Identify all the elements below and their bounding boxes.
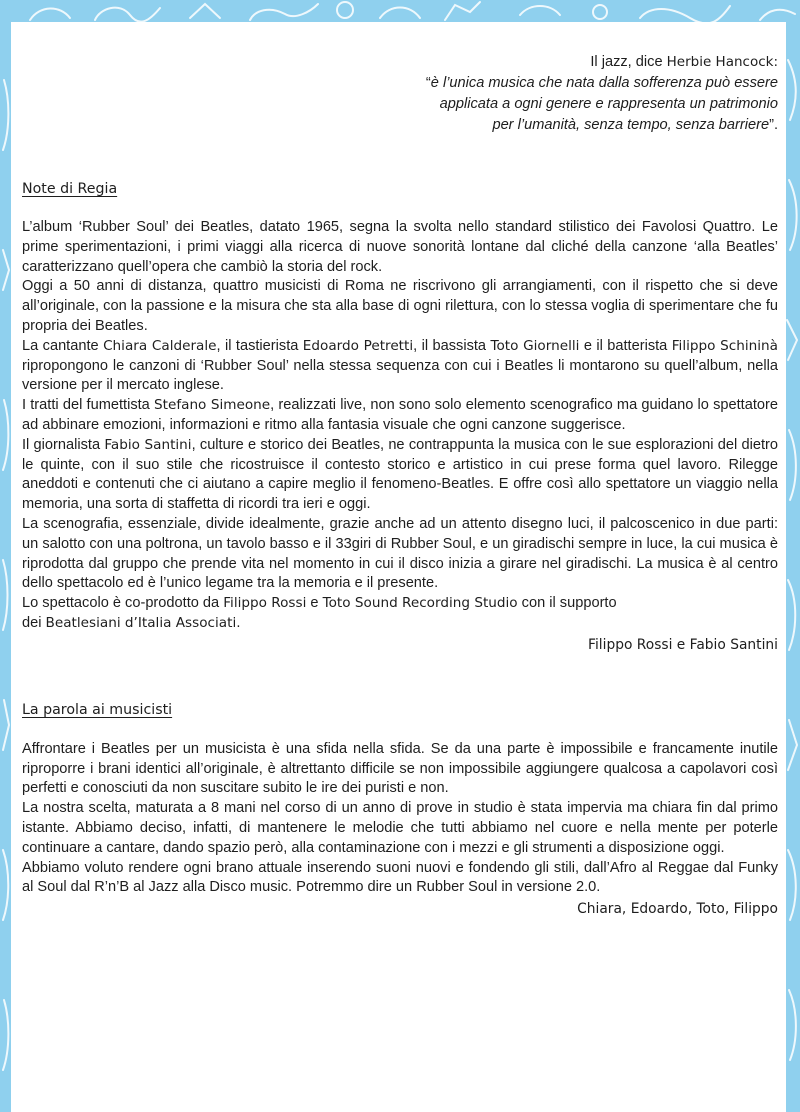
note-regia-body <box>22 218 778 656</box>
name-toto: Toto Giornelli <box>490 337 580 354</box>
name-stefano: Stefano Simeone <box>154 397 271 414</box>
note-regia-paragraph-3: La cantante Chiara Calderale, il tastierista Edoardo Petretti, il bassista Toto Giornelli e il batterista Filippo Schininà ripropongono le canzoni di ‘Rubber Soul’ nella stessa sequenza con cui i Beatles li montarono su quell’album, nella versione per il mercato inglese. <box>22 337 778 394</box>
quote-line-2 <box>22 94 778 115</box>
quote-text-2: applicata a ogni genere e rappresenta un patrimonio <box>439 96 778 112</box>
name-filippo-rossi: Filippo Rossi <box>223 595 307 612</box>
name-filippo: Filippo Schininà <box>671 337 778 354</box>
note-regia-paragraph-2: Oggi a 50 anni di distanza, quattro musicisti di Roma ne riscrivono gli arrangiamenti, con il rispetto che si deve all’originale, con la passione e la misura che sta alla base di ogni rilettura, con lo stessa voglia di sperimentare che fu propria dei Beatles. <box>22 278 778 334</box>
note-regia-paragraph-7: Lo spettacolo è co-prodotto da Filippo Rossi e Toto Sound Recording Studio con il supporto dei Beatlesiani d’Italia Associati. <box>22 595 617 631</box>
note-regia-paragraph-1: L’album ‘Rubber Soul’ dei Beatles, datato 1965, segna la svolta nello standard stilistico dei Favolosi Quattro. Le prime sperimentazioni, i primi viaggi alla ricerca di nuove sonorità lontane dal cliché della canzone ‘alla Beatles’ caratterizzano quell’opera che cambiò la storia del rock. <box>22 219 778 275</box>
quote-prefix: Il jazz, dice <box>590 54 667 70</box>
musicisti-paragraph-3: Abbiamo voluto rendere ogni brano attuale inserendo suoni nuovi e fondendo gli stili, dall’Afro al Reggae dal Funky al Soul dal R’n’B al Jazz alla Disco music. Potremmo dire un Rubber Soul in versione 2.0. <box>22 859 778 896</box>
name-toto-sound: Toto Sound Recording Studio <box>322 595 518 612</box>
document-content <box>22 52 778 920</box>
musicisti-paragraph-1: Affrontare i Beatles per un musicista è una sfida nella sfida. Se da una parte è impossibile e francamente inutile riproporre i brani identici all’originale, è altrettanto difficile se non impossibile aggiungere qualcosa a capolavori così perfetti e conosciuti da non suscitare subito le ire dei puristi e non. <box>22 740 778 797</box>
name-chiara: Chiara Calderale <box>103 337 217 354</box>
quote-text-1: è l’unica musica che nata dalla sofferenza può essere <box>430 75 778 91</box>
note-regia-heading: Note di Regia <box>22 181 118 197</box>
name-beatlesiani: Beatlesiani d’Italia Associati. <box>45 614 241 631</box>
musicisti-body <box>22 740 778 920</box>
note-regia-paragraph-6: La scenografia, essenziale, divide idealmente, grazie anche ad un attento disegno luci, il palcoscenico in due parti: un salotto con una poltrona, un tavolo basso e il 33giri di Rubber Soul, e un giradischi sempre in luce, la cui musica è riprodotta dal gruppo che prende vita nel momento in cui il disco inizia a girare nel giradischi. La musica è al centro dello spettacolo ed è l’unico legame tra la memoria e il presente. <box>22 515 778 592</box>
open-quote-mark: “ <box>425 75 431 91</box>
intro-quote <box>22 52 778 136</box>
note-regia-paragraph-5: Il giornalista Fabio Santini, culture e storico dei Beatles, ne contrappunta la musica con le sue esplorazioni del dietro le quinte, con il suo stile che ricostruisce il contesto storico e artistico in cui prese forma quel lavoro. Rilegge aneddoti e contenuti che ci aiutano a capire meglio il fenomeno-Beatles. E offre così allo spettatore un viaggio nella memoria, una sorta di staffetta di ricordi tra ieri e oggi. <box>22 436 778 513</box>
musicisti-heading: La parola ai musicisti <box>22 701 173 718</box>
note-regia-signature: Filippo Rossi e Fabio Santini <box>588 636 778 653</box>
quote-attribution-line <box>22 52 778 73</box>
musicisti-paragraph-2: La nostra scelta, maturata a 8 mani nel corso di un anno di prove in studio è stata impervia ma chiara fin dal primo istante. Abbiamo deciso, infatti, di mantenere le melodie che tutti abbiamo nel cuore e nella mente per poterle continuare a cantare, dando spazio però, alla contaminazione con i mezzi e gli strumenti a disposizione oggi. <box>22 800 778 856</box>
quote-line-1 <box>22 73 778 94</box>
note-regia-paragraph-4: I tratti del fumettista Stefano Simeone, realizzati live, non sono solo elemento scenografico ma guidano lo spettatore ad abbinare emozioni, informazioni e ritmo alla fantasia visuale che ogni canzone suggerisce. <box>22 397 779 433</box>
name-edoardo: Edoardo Petretti <box>302 337 414 354</box>
quote-author: Herbie Hancock: <box>666 54 778 70</box>
close-quote-mark: ”. <box>769 117 778 133</box>
quote-text-3: per l’umanità, senza tempo, senza barriere <box>492 117 770 133</box>
musicisti-signature: Chiara, Edoardo, Toto, Filippo <box>577 901 778 918</box>
name-fabio: Fabio Santini <box>104 436 192 453</box>
quote-line-3 <box>22 115 778 136</box>
